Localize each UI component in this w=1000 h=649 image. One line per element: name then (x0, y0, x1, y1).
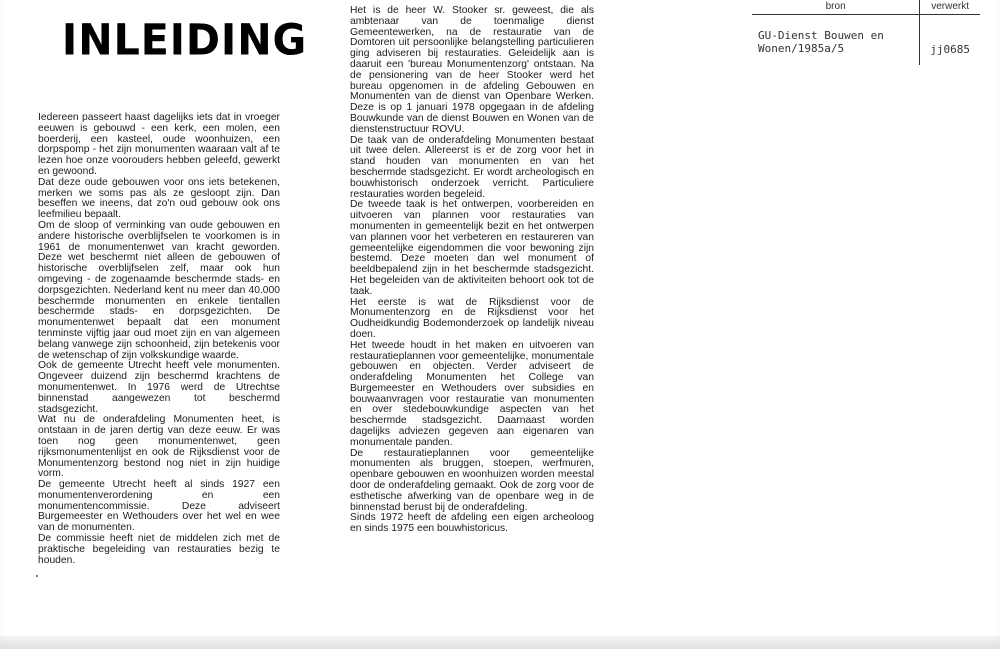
text-column-left (38, 113, 280, 566)
paragraph: Iedereen passeert haast dagelijks iets dat in vroeger eeuwen is gebouwd - een kerk, een molen, een boerderij, een kasteel, oude woonhuizen, een dorpspomp - het zijn monumenten waaraan valt af te lezen hoe onze voorouders hebben geleefd, gewerkt en gewoond. (38, 112, 280, 177)
text-column-right (350, 6, 594, 535)
paragraph: De tweede taak is het ontwerpen, voorbereiden en uitvoeren van plannen voor restauraties van monumenten in gemeentelijk bezit en het ontwerpen van plannen voor het verbeteren en restaureren van gemeentelijke eigendommen die voor bewoning zijn bestemd. Deze moeten dan wel monument of beeldbepalend zijn in het beschermde stadsgezicht. Het begeleiden van de aktiviteiten behoort ook tot de taak. (350, 199, 594, 297)
archive-stamp-table (752, 0, 980, 65)
source-header: bron (752, 0, 920, 14)
paragraph: Om de sloop of verminking van oude gebouwen en andere historische overblijfselen te voorkomen is in 1961 de monumentenwet van kracht geworden. Deze wet beschermt niet alleen de gebouwen of historische overblijfselen zelf, maar ook hun omgeving - de zogenaamde beschermde stads- en dorpsgezichten. Nederland kent nu meer dan 40.000 beschermde monumenten en enkele tientallen beschermde stads- en dorpsgezichten. De monumentenwet bepaalt dat een monument tenminste vijftig jaar oud moet zijn en van algemeen belang vanwege zijn schoonheid, zijn betekenis voor de wetenschap of zijn volkskundige waarde. (38, 219, 280, 361)
processed-value: jj0685 (930, 43, 970, 56)
paragraph: Dat deze oude gebouwen voor ons iets betekenen, merken we soms pas als ze gesloopt zijn. Dan beseffen we ineens, dat zo'n oud gebouw ook ons leefmilieu bepaalt. (38, 176, 280, 221)
paragraph: Het tweede houdt in het maken en uitvoeren van restauratieplannen voor gemeentelijke, monumentale gebouwen en objecten. Verder adviseert de onderafdeling Monumenten het College van Burgemeester en Wethouders over subsidies en bouwaanvragen voor restauratie van monumenten en over stedebouwkundige aspecten van het beschermde stadsgezicht. Daarnaast worden dagelijks adviezen gegeven aan eigenaren van monumentale panden. (350, 339, 594, 448)
paragraph: Wat nu de onderafdeling Monumenten heet, is ontstaan in de jaren dertig van deze eeuw. Er was toen nog geen monumentenwet, geen rijksmonumentenlijst en ook de Rijksdienst voor de Monumentenzorg bestond nog niet in zijn huidige vorm. (38, 414, 280, 480)
paragraph: De taak van de onderafdeling Monumenten bestaat uit twee delen. Allereerst is er de zorg voor het in stand houden van monumenten en van het beschermde stadsgezicht. Er wordt archeologisch en bouwhistorisch onderzoek verricht. Particuliere restauraties worden begeleid. (350, 134, 594, 200)
scan-speck (36, 575, 38, 577)
paragraph: De restauratieplannen voor gemeentelijke monumenten als bruggen, stoepen, werfmuren, openbare gebouwen en woonhuizen worden meestal door de onderafdeling gemaakt. Ook de zorg voor de esthetische afwerking van de openbare weg in de binnenstad berust bij de onderafdeling. (350, 447, 594, 513)
source-line-2: Wonen/1985a/5 (758, 42, 845, 55)
paragraph: Het is de heer W. Stooker sr. geweest, die als ambtenaar van de toenmalige dienst Gemeentewerken, na de restauratie van de Domtoren uit persoonlijke belangstelling particulieren ging adviseren bij restauraties. Geleidelijk aan is daaruit een 'bureau Monumentenzorg' ontstaan. Na de pensionering van de heer Stooker werd het bureau opgenomen in de afdeling Gebouwen en Monumenten van de dienst van Openbare Werken. Deze is op 1 januari 1978 opgegaan in de afdeling Bouwkunde van de dienst Bouwen en Wonen van de dienstenstructuur ROVU. (350, 5, 594, 135)
paragraph: De gemeente Utrecht heeft al sinds 1927 een monumentenverordening en een monumentencommissie. Deze adviseert Burgemeester en Wethouders over het wel en wee van de monumenten. (38, 479, 280, 534)
source-value (752, 15, 920, 65)
paragraph: Het eerste is wat de Rijksdienst voor de Monumentenzorg en de Rijksdienst voor het Oudheidkundig Bodemonderzoek op landelijk niveau doen. (350, 296, 594, 340)
page-bottom-shadow (0, 636, 1000, 649)
page-title (62, 16, 307, 64)
archive-stamp-header (752, 0, 980, 15)
source-line-1: GU-Dienst Bouwen en (758, 29, 884, 42)
paragraph: Sinds 1972 heeft de afdeling een eigen archeoloog en sinds 1975 een bouwhistoricus. (350, 512, 594, 535)
page-title-text: INLEIDING (62, 14, 308, 66)
processed-header: verwerkt (931, 1, 970, 12)
paragraph: Ook de gemeente Utrecht heeft vele monumenten. Ongeveer duizend zijn beschermd krachtens de monumentenwet. In 1976 werd de Utrechtse binnenstad aangewezen tot beschermd stadsgezicht. (38, 360, 280, 415)
paragraph: De commissie heeft niet de middelen zich met de praktische begeleiding van restauraties bezig te houden. (38, 533, 280, 566)
archive-stamp-body (752, 15, 980, 65)
